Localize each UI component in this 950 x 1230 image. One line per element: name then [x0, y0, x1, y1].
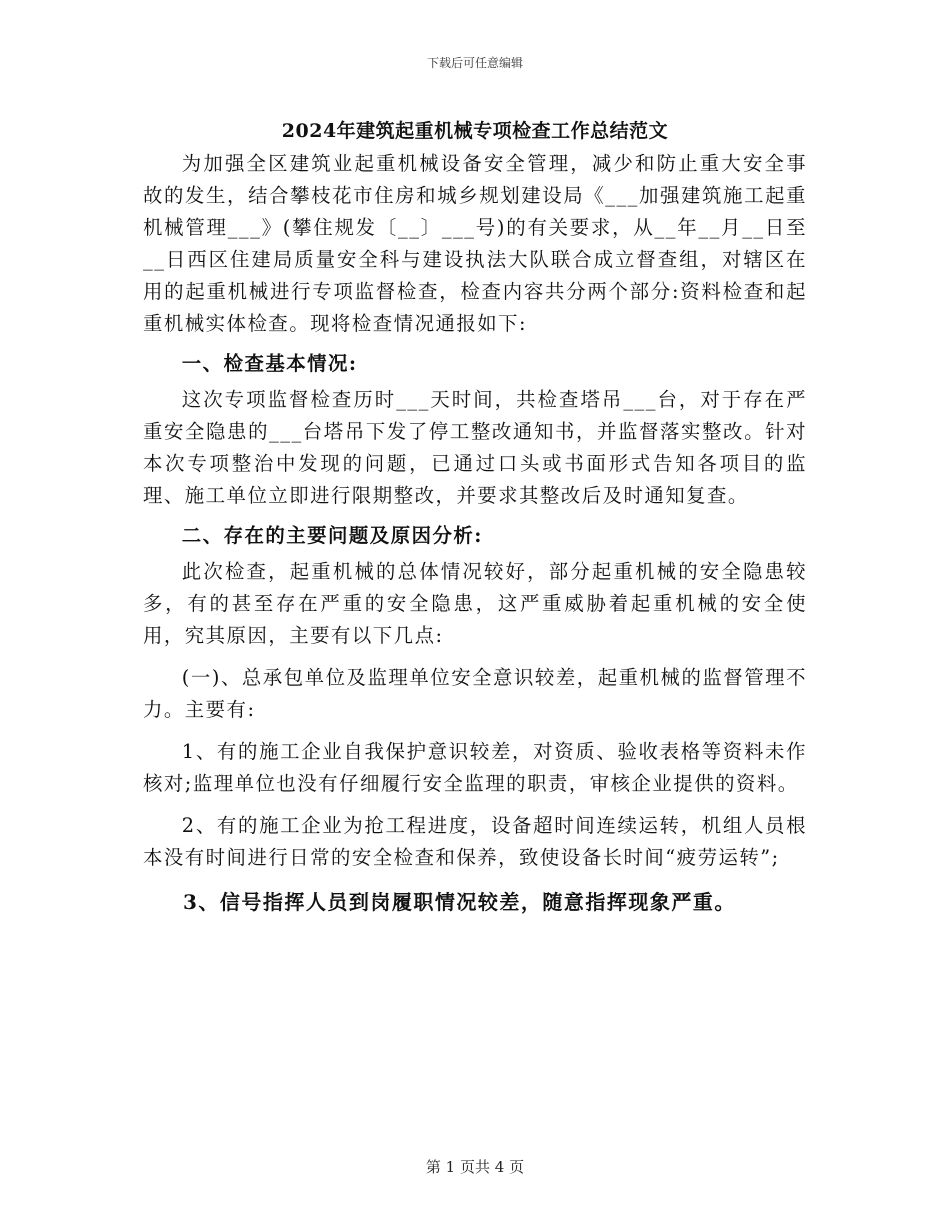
list-item-1: 1、有的施工企业自我保护意识较差，对资质、验收表格等资料未作核对;监理单位也没有仔细履行安全监理的职责，审核企业提供的资料。 [143, 740, 807, 795]
page-number-footer: 第 1 页共 4 页 [425, 1158, 525, 1176]
list-item-3: 3、信号指挥人员到岗履职情况较差，随意指挥现象严重。 [183, 890, 736, 914]
document-body [143, 148, 807, 918]
section-heading-2: 二、存在的主要问题及原因分析: [181, 524, 483, 547]
page-header-note: 下载后可任意编辑 [426, 56, 523, 70]
document-title: 2024年建筑起重机械专项检查工作总结范文 [281, 120, 669, 142]
section-heading-1: 一、检查基本情况: [181, 352, 358, 375]
section-2-paragraph: 此次检查，起重机械的总体情况较好，部分起重机械的安全隐患较多，有的甚至存在严重的安全隐患，这严重威胁着起重机械的安全使用，究其原因，主要有以下几点: [143, 560, 807, 647]
list-item-2: 2、有的施工企业为抢工程进度，设备超时间连续运转，机组人员根本没有时间进行日常的安全检查和保养，致使设备长时间“疲劳运转”; [143, 814, 807, 869]
subsection-heading-1: (一)、总承包单位及监理单位安全意识较差，起重机械的监督管理不力。主要有: [143, 666, 807, 721]
intro-paragraph: 为加强全区建筑业起重机械设备安全管理，减少和防止重大安全事故的发生，结合攀枝花市住房和城乡规划建设局《___加强建筑施工起重机械管理___》(攀住规发〔__〕___号)的有关要求，从__年__月__日至__日西区住建局质量安全科与建设执法大队联合成立督查组，对辖区在用的起重机械进行专项监督检查，检查内容共分两个部分:资料检查和起重机械实体检查。现将检查情况通报如下: [143, 152, 807, 335]
section-1-paragraph: 这次专项监督检查历时___天时间，共检查塔吊___台，对于存在严重安全隐患的___台塔吊下发了停工整改通知书，并监督落实整改。针对本次专项整治中发现的问题，已通过口头或书面形式告知各项目的监理、施工单位立即进行限期整改，并要求其整改后及时通知复查。 [143, 388, 807, 507]
